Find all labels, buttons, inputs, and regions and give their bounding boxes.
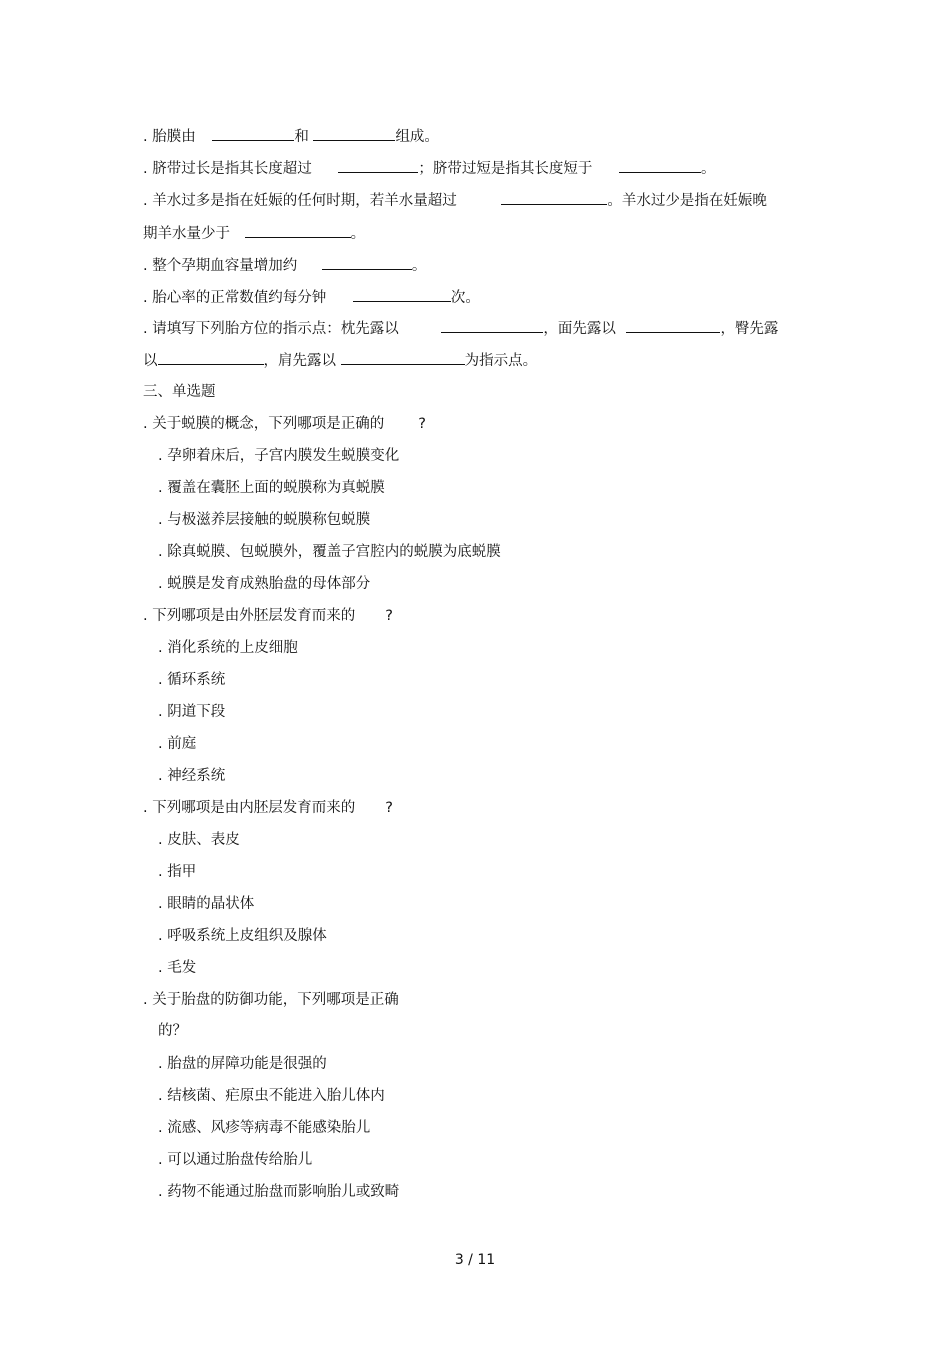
fill-question-6 (143, 318, 778, 339)
answer-option[interactable]: . 阴道下段 (158, 704, 226, 720)
answer-blank[interactable] (626, 318, 720, 333)
question-text: . 关于蜕膜的概念，下列哪项是正确的 (143, 416, 385, 432)
question-stem (143, 606, 393, 626)
answer-option[interactable]: . 毛发 (158, 960, 197, 976)
answer-option[interactable]: . 呼吸系统上皮组织及腺体 (158, 928, 327, 944)
fill-question-5 (143, 287, 480, 308)
answer-option[interactable]: . 可以通过胎盘传给胎儿 (158, 1152, 313, 1168)
question-text: . 下列哪项是由内胚层发育而来的 (143, 800, 356, 816)
question-mark: ? (418, 416, 426, 432)
answer-option[interactable]: . 除真蜕膜、包蜕膜外，覆盖子宫腔内的蜕膜为底蜕膜 (158, 544, 501, 560)
section-title: 三、单选题 (143, 384, 216, 400)
answer-option[interactable]: . 循环系统 (158, 672, 226, 688)
answer-option[interactable]: . 蜕膜是发育成熟胎盘的母体部分 (158, 576, 371, 592)
question-mark: ? (385, 608, 393, 624)
fill-text: 以 (143, 353, 158, 369)
fill-text: . 脐带过长是指其长度超过 (143, 161, 312, 177)
answer-option[interactable]: . 消化系统的上皮细胞 (158, 640, 298, 656)
answer-blank[interactable] (322, 255, 412, 270)
answer-option[interactable]: . 覆盖在囊胚上面的蜕膜称为真蜕膜 (158, 480, 385, 496)
answer-option[interactable]: . 与极滋养层接触的蜕膜称包蜕膜 (158, 512, 371, 528)
fill-question-2 (143, 158, 715, 179)
fill-text: . 请填写下列胎方位的指示点：枕先露以 (143, 321, 399, 337)
question-stem (143, 414, 426, 434)
fill-question-6-continued (143, 350, 537, 371)
answer-option[interactable]: . 流感、风疹等病毒不能感染胎儿 (158, 1120, 371, 1136)
question-text: . 下列哪项是由外胚层发育而来的 (143, 608, 356, 624)
page-number: 3 / 11 (454, 1252, 496, 1268)
answer-option[interactable]: . 皮肤、表皮 (158, 832, 240, 848)
answer-option[interactable]: . 神经系统 (158, 768, 226, 784)
answer-blank[interactable] (338, 158, 418, 173)
answer-option[interactable]: . 药物不能通过胎盘而影响胎儿或致畸 (158, 1184, 400, 1200)
fill-text: 。 (350, 226, 366, 242)
fill-text: 。 (411, 258, 427, 274)
answer-blank[interactable] (245, 223, 351, 238)
fill-text: ，面先露以 (543, 321, 616, 337)
answer-option[interactable]: . 结核菌、疟原虫不能进入胎儿体内 (158, 1088, 385, 1104)
answer-blank[interactable] (313, 126, 395, 141)
fill-text: ，肩先露以 (263, 353, 336, 369)
fill-text: 和 (294, 129, 309, 145)
fill-text: ；脐带过短是指其长度短于 (418, 161, 593, 177)
fill-text: 。 (700, 161, 716, 177)
fill-question-3 (143, 190, 767, 211)
fill-question-1 (143, 126, 439, 147)
question-stem: . 关于胎盘的防御功能，下列哪项是正确 (143, 992, 399, 1008)
question-mark: ? (385, 800, 393, 816)
fill-text: 次。 (450, 290, 480, 306)
fill-text: 。羊水过少是指在妊娠晚 (607, 193, 767, 209)
fill-text: ，臀先露 (720, 321, 779, 337)
fill-text: 组成。 (395, 129, 439, 145)
answer-blank[interactable] (158, 350, 264, 365)
answer-blank[interactable] (353, 287, 451, 302)
fill-text: 为指示点。 (464, 353, 538, 369)
fill-text: . 胎膜由 (143, 129, 196, 145)
fill-text: . 羊水过多是指在妊娠的任何时期，若羊水量超过 (143, 193, 457, 209)
answer-option[interactable]: . 眼睛的晶状体 (158, 896, 255, 912)
answer-blank[interactable] (212, 126, 294, 141)
fill-text: . 胎心率的正常数值约每分钟 (143, 290, 327, 306)
question-stem (143, 798, 393, 818)
answer-option[interactable]: . 前庭 (158, 736, 197, 752)
fill-text: . 整个孕期血容量增加约 (143, 258, 298, 274)
fill-question-4 (143, 255, 426, 276)
question-stem-continued: 的？ (158, 1023, 187, 1039)
answer-blank[interactable] (441, 318, 543, 333)
answer-blank[interactable] (341, 350, 465, 365)
answer-option[interactable]: . 指甲 (158, 864, 197, 880)
answer-option[interactable]: . 孕卵着床后，子宫内膜发生蜕膜变化 (158, 448, 400, 464)
answer-blank[interactable] (501, 190, 607, 205)
fill-question-3-continued (143, 223, 365, 244)
fill-text: 期羊水量少于 (143, 226, 230, 242)
answer-option[interactable]: . 胎盘的屏障功能是很强的 (158, 1056, 327, 1072)
answer-blank[interactable] (619, 158, 701, 173)
